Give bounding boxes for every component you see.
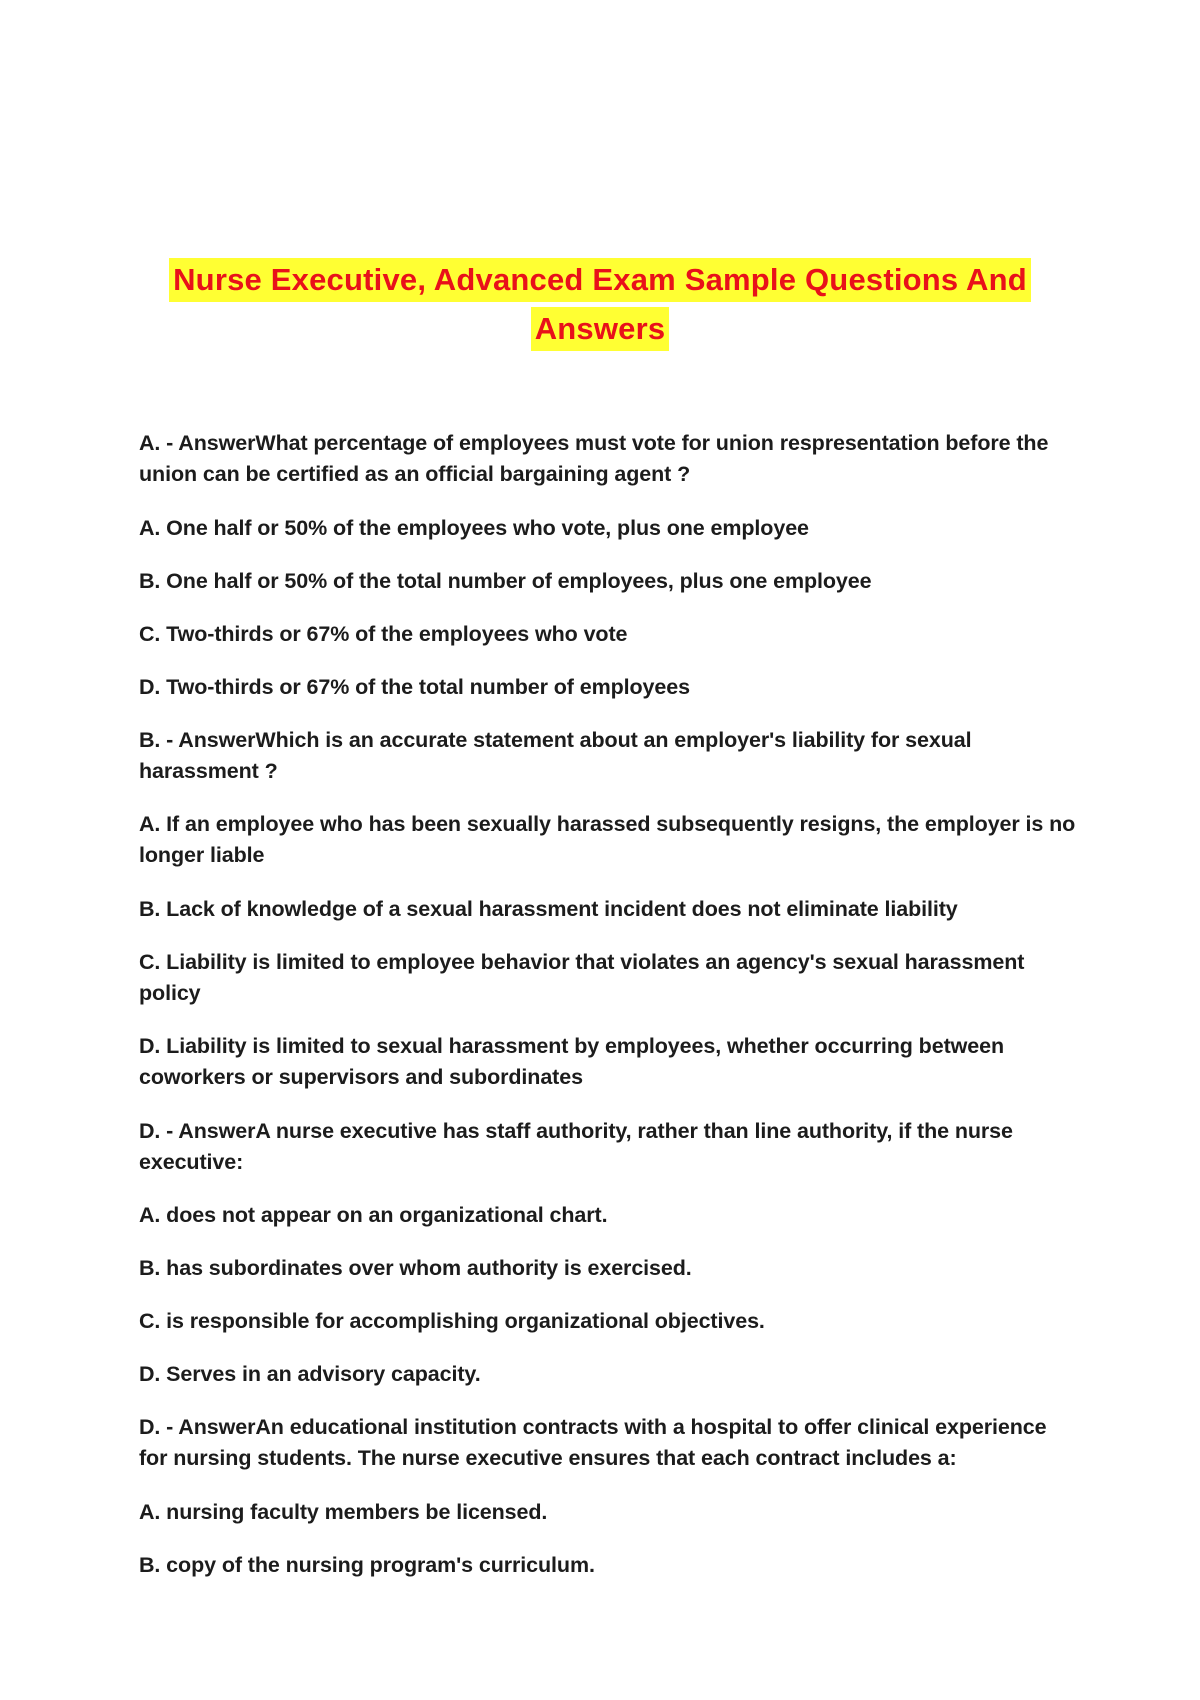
question-4-option-b: B. copy of the nursing program's curriculum. [139, 1552, 595, 1577]
document-title [100, 258, 1100, 351]
question-2-option-b: B. Lack of knowledge of a sexual harassment incident does not eliminate liability [139, 896, 958, 921]
question-3-option-b: B. has subordinates over whom authority is exercised. [139, 1256, 692, 1280]
question-4: D. - AnswerAn educational institution contracts with a hospital to offer clinical experience for nursing students. The nurse executive ensures that each contract includes a: [139, 1415, 1047, 1470]
question-2: B. - AnswerWhich is an accurate statement about an employer's liability for sexual harassment ? [139, 727, 972, 783]
question-1: A. - AnswerWhat percentage of employees must vote for union respresentation before the union can be certified as an official bargaining agent ? [139, 431, 1049, 486]
question-1-option-c: C. Two-thirds or 67% of the employees who vote [139, 621, 628, 646]
title-line-1: Nurse Executive, Advanced Exam Sample Questions And [169, 258, 1031, 302]
document-body [139, 428, 1079, 1603]
title-line-2: Answers [531, 307, 670, 351]
question-2-option-a: A. If an employee who has been sexually harassed subsequently resigns, the employer is no longer liable [139, 812, 1076, 867]
question-3-option-d: D. Serves in an advisory capacity. [139, 1362, 481, 1386]
question-4-option-a: A. nursing faculty members be licensed. [139, 1499, 548, 1524]
question-1-option-d: D. Two-thirds or 67% of the total number of employees [139, 674, 690, 699]
question-2-option-d: D. Liability is limited to sexual harassment by employees, whether occurring between coworkers or supervisors and subordinates [139, 1034, 1004, 1089]
question-1-option-a: A. One half or 50% of the employees who vote, plus one employee [139, 515, 809, 540]
question-3-option-c: C. is responsible for accomplishing organizational objectives. [139, 1309, 765, 1333]
question-1-option-b: B. One half or 50% of the total number of employees, plus one employee [139, 568, 872, 593]
question-3-option-a: A. does not appear on an organizational chart. [139, 1203, 608, 1227]
question-2-option-c: C. Liability is limited to employee behavior that violates an agency's sexual harassment policy [139, 949, 1025, 1005]
question-3: D. - AnswerA nurse executive has staff authority, rather than line authority, if the nurse executive: [139, 1118, 1013, 1174]
